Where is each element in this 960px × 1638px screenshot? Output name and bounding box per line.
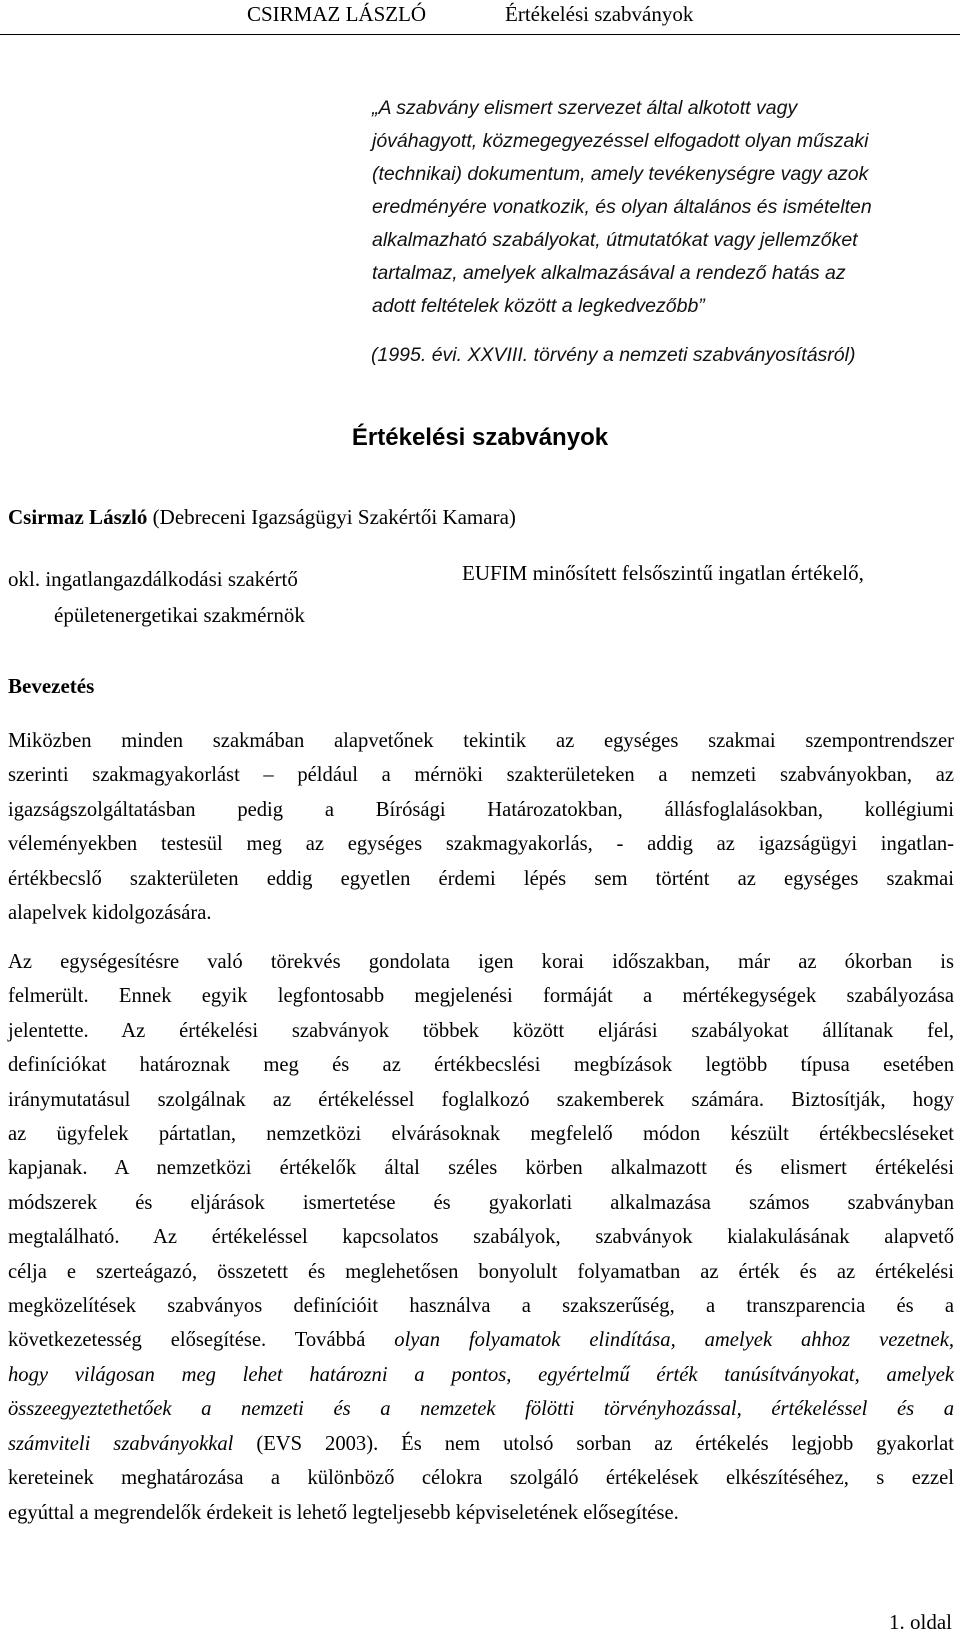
author-affiliation: (Debreceni Igazságügyi Szakértői Kamara) <box>147 505 516 529</box>
paragraph-line: Miközben minden szakmában alapvetőnek tekintik az egységes szakmai szempontrendszer <box>8 730 954 752</box>
paragraph-line: módszerek és eljárások ismertetése és gyakorlati alkalmazása számos szabványban <box>8 1191 954 1214</box>
motto-line: alkalmazható szabályokat, útmutatókat vagy jellemzőket <box>372 229 858 251</box>
paragraph-line: véleményekben testesül meg az egységes szakmagyakorlás, - addig az igazságügyi ingatlan- <box>8 833 954 856</box>
author-credentials-right: EUFIM minősített felsőszintű ingatlan értékelő, <box>462 561 864 585</box>
credential-1: okl. ingatlangazdálkodási szakértő <box>8 567 298 591</box>
paragraph-line: egyúttal a megrendelők érdekeit is lehető legteljesebb képviseletének elősegítése. <box>8 1501 679 1524</box>
paragraph-line: igazságszolgáltatásban pedig a Bírósági Határozatokban, állásfoglalásokban, kollégiumi <box>8 798 954 821</box>
paragraph-line: alapelvek kidolgozására. <box>8 902 212 925</box>
paragraph-italic-text: számviteli szabványokkal <box>8 1432 234 1455</box>
motto-line: adott feltételek között a legkedvezőbb” <box>372 295 705 317</box>
page-number: 1. oldal <box>889 1610 952 1634</box>
paragraph-line: felmerült. Ennek egyik legfontosabb megjelenési formáját a mértékegységek szabályozása <box>8 985 954 1008</box>
credential-2: épületenergetikai szakmérnök <box>54 603 305 627</box>
author-credentials-left <box>8 561 305 633</box>
paragraph-line: jelentette. Az értékelési szabványok többek között eljárási szabályokat állítanak fel, <box>8 1019 954 1042</box>
paragraph-2 <box>8 945 954 1530</box>
paragraph-line: az ügyfelek pártatlan, nemzetközi elvárásoknak megfelelő módon készült értékbecsléseket <box>8 1123 954 1146</box>
paragraph-line: célja e szerteágazó, összetett és meglehetősen bonyolult folyamatban az érték és az értékelési <box>8 1260 954 1283</box>
motto-line: „A szabvány elismert szervezet által alkotott vagy <box>372 97 798 119</box>
paragraph-text: következetesség elősegítése. Továbbá <box>8 1329 395 1352</box>
motto-line: tartalmaz, amelyek alkalmazásával a rendező hatás az <box>372 262 846 284</box>
paragraph-line: szerinti szakmagyakorlást – például a mérnöki szakterületeken a nemzeti szabványokban, az <box>8 764 954 787</box>
page-header <box>0 0 960 36</box>
paragraph-line: kereteinek meghatározása a különböző célokra szolgáló értékelések elkészítéséhez, s ezzel <box>8 1467 954 1490</box>
motto-quote <box>372 92 952 323</box>
paragraph-line <box>8 1323 954 1357</box>
paragraph-italic-text: hogy világosan meg lehet határozni a pontos, egyértelmű érték tanúsítványokat, amelyek <box>8 1363 954 1386</box>
paragraph-italic-text: olyan folyamatok elindítása, amelyek ahhoz vezetnek, <box>394 1329 954 1352</box>
paragraph-line: Az egységesítésre való törekvés gondolata igen korai időszakban, már az ókorban is <box>8 951 954 973</box>
paragraph-line <box>8 1427 954 1461</box>
paragraph-line: megközelítések szabványos definícióit használva a szakszerűség, a transzparencia és a <box>8 1295 954 1318</box>
paragraph-line: kapjanak. A nemzetközi értékelők által széles körben alkalmazott és elismert értékelési <box>8 1157 954 1180</box>
document-title: Értékelési szabványok <box>351 424 609 451</box>
paragraph-text: (EVS 2003). És nem utolsó sorban az értékelés legjobb gyakorlat <box>233 1432 954 1455</box>
motto-source: (1995. évi. XXVIII. törvény a nemzeti szabványosításról) <box>371 344 856 366</box>
paragraph-line: iránymutatásul szolgálnak az értékeléssel foglalkozó szakemberek számára. Biztosítják, hogy <box>8 1088 954 1111</box>
header-divider <box>0 34 960 35</box>
paragraph-line: megtalálható. Az értékeléssel kapcsolatos szabályok, szabványok kialakulásának alapvető <box>8 1226 954 1249</box>
paragraph-line: értékbecslő szakterületen eddig egyetlen érdemi lépés sem történt az egységes szakmai <box>8 867 954 890</box>
author-line <box>8 505 516 530</box>
header-author: CSIRMAZ LÁSZLÓ <box>247 2 427 26</box>
motto-line: jóváhagyott, közmegegyezéssel elfogadott olyan műszaki <box>372 130 869 152</box>
author-name: Csirmaz László <box>8 505 148 529</box>
paragraph-line <box>8 1392 954 1426</box>
header-title: Értékelési szabványok <box>505 2 694 26</box>
paragraph-line <box>8 1358 954 1392</box>
motto-line: (technikai) dokumentum, amely tevékenységre vagy azok <box>372 163 869 185</box>
section-title: Bevezetés <box>8 674 95 698</box>
paragraph-line: definíciókat határoznak meg és az értékbecslési megbízások legtöbb típusa esetében <box>8 1054 954 1077</box>
paragraph-italic-text: összeegyeztethetőek a nemzeti és a nemzetek fölötti törvényhozással, értékeléssel és a <box>8 1398 954 1421</box>
motto-line: eredményére vonatkozik, és olyan általános és ismételten <box>372 196 872 218</box>
paragraph-1 <box>8 724 954 930</box>
